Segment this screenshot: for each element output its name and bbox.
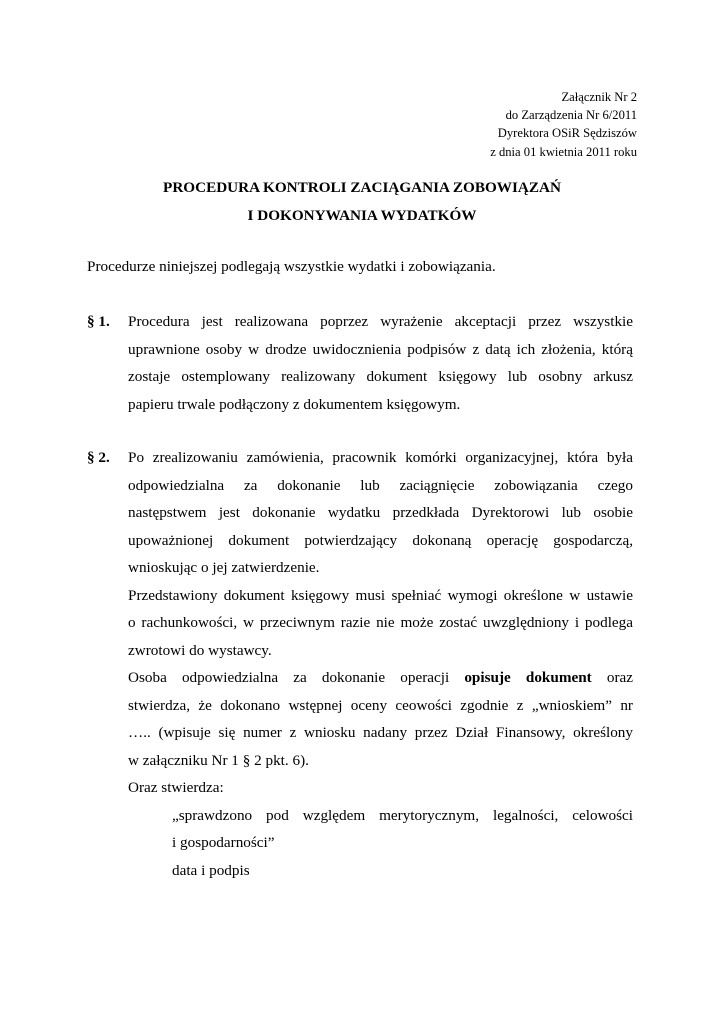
section-2-line: stwierdza, że dokonano wstępnej oceny ceowości zgodnie z „wnioskiem” nr [128, 696, 633, 714]
signature-line: data i podpis [172, 861, 250, 879]
section-1-number: § 1. [87, 313, 110, 330]
section-1-body [128, 308, 633, 418]
section-2-number: § 2. [87, 449, 110, 466]
section-2-text: oraz [606, 669, 633, 686]
section-1-line: papieru trwale podłączony z dokumentem księgowym. [128, 395, 461, 413]
section-2-line: o rachunkowości, w przeciwnym razie nie może zostać uwzględniony i podlega [128, 614, 633, 631]
section-1-line: Procedura jest realizowana poprzez wyrażenie akceptacji przez wszystkie [128, 313, 633, 330]
intro-paragraph: Procedurze niniejszej podlegają wszystkie wydatki i zobowiązania. [87, 258, 496, 275]
section-2-line: następstwem jest dokonanie wydatku przedkłada Dyrektorowi lub osobie [128, 504, 633, 521]
annex-director: Dyrektora OSiR Sędziszów [497, 126, 637, 141]
annex-regulation: do Zarządzenia Nr 6/2011 [505, 108, 637, 123]
section-2-body [128, 444, 633, 884]
section-2-line: Przedstawiony dokument księgowy musi spełniać wymogi określone w ustawie [128, 586, 633, 604]
section-2-line: Oraz stwierdza: [128, 779, 224, 796]
quote-line: „sprawdzono pod względem merytorycznym, legalności, celowości [172, 806, 633, 824]
title-line-1: PROCEDURA KONTROLI ZACIĄGANIA ZOBOWIĄZAŃ [163, 179, 561, 196]
quote-line: i gospodarności” [172, 834, 275, 851]
section-2-line: w załączniku Nr 1 § 2 pkt. 6). [128, 751, 309, 769]
section-2-line: upoważnionej dokument potwierdzający dokonaną operację gospodarczą, [128, 531, 633, 549]
section-2-line: odpowiedzialna za dokonanie lub zaciągnięcie zobowiązania czego [128, 476, 633, 494]
annex-header [490, 88, 637, 161]
annex-number: Załącznik Nr 2 [561, 90, 637, 104]
quote-block [172, 802, 633, 885]
bold-phrase: opisuje dokument [464, 669, 592, 686]
section-1-line: zostaje ostemplowany realizowany dokument księgowy lub osobny arkusz [128, 368, 633, 385]
section-2-line: zwrotowi do wystawcy. [128, 641, 272, 659]
section-2-line: Po zrealizowaniu zamówienia, pracownik komórki organizacyjnej, która była [128, 449, 633, 466]
section-2-line-with-bold [128, 664, 633, 692]
section-2-line: ….. (wpisuje się numer z wniosku nadany przez Dział Finansowy, określony [128, 724, 633, 741]
section-2-line: wnioskując o jej zatwierdzenie. [128, 559, 320, 576]
section-1-line: uprawnione osoby w drodze uwidocznienia podpisów z datą ich złożenia, którą [128, 340, 633, 358]
document-title [0, 174, 724, 230]
section-2-text: Osoba odpowiedzialna za dokonanie operacji [128, 669, 450, 686]
annex-date: z dnia 01 kwietnia 2011 roku [490, 144, 637, 159]
title-line-2: I DOKONYWANIA WYDATKÓW [247, 207, 477, 224]
